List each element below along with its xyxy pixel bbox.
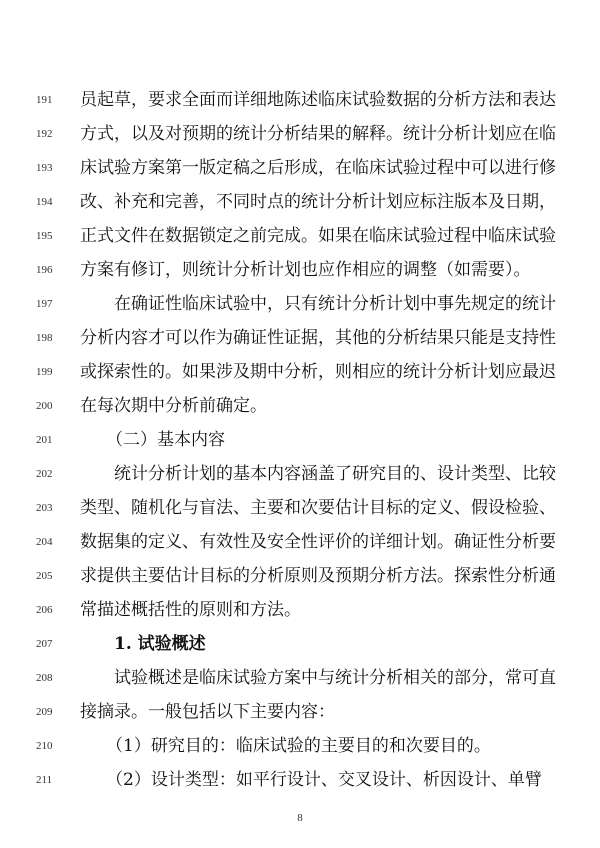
line-text: 方案有修订，则统计分析计划也应作相应的调整（如需要）。 — [80, 260, 531, 280]
line-number: 195 — [36, 230, 53, 242]
line-text: 改、补充和完善，不同时点的统计分析计划应标注版本及日期， — [80, 192, 556, 212]
section-heading — [0, 426, 600, 454]
line-number: 205 — [36, 570, 53, 582]
line-number: 198 — [36, 332, 53, 344]
text-line — [0, 698, 600, 726]
line-number: 209 — [36, 706, 53, 718]
line-number: 191 — [36, 94, 53, 106]
line-text: 试验概述是临床试验方案中与统计分析相关的部分，常可直 — [114, 668, 556, 688]
text-line — [0, 596, 600, 624]
line-text: 常描述概括性的原则和方法。 — [80, 600, 301, 620]
text-line — [0, 222, 600, 250]
text-line — [0, 664, 600, 692]
line-text: 统计分析计划的基本内容涵盖了研究目的、设计类型、比较 — [114, 464, 556, 484]
line-text: 在确证性临床试验中，只有统计分析计划中事先规定的统计 — [114, 294, 556, 314]
line-number: 210 — [36, 740, 53, 752]
text-line — [0, 528, 600, 556]
text-line — [0, 86, 600, 114]
text-line — [0, 766, 600, 794]
text-line — [0, 494, 600, 522]
text-line — [0, 256, 600, 284]
text-line — [0, 392, 600, 420]
text-line — [0, 562, 600, 590]
text-line — [0, 460, 600, 488]
text-line — [0, 290, 600, 318]
line-text: （2）设计类型：如平行设计、交叉设计、析因设计、单臂 — [106, 770, 542, 790]
line-text: 接摘录。一般包括以下主要内容： — [80, 702, 335, 722]
line-number: 193 — [36, 162, 53, 174]
text-line — [0, 324, 600, 352]
subsection-heading — [0, 630, 600, 658]
line-text: 或探索性的。如果涉及期中分析，则相应的统计分析计划应最迟 — [80, 362, 556, 382]
line-text: 分析内容才可以作为确证性证据，其他的分析结果只能是支持性 — [80, 328, 556, 348]
line-text: 正式文件在数据锁定之前完成。如果在临床试验过程中临床试验 — [80, 226, 556, 246]
line-number: 196 — [36, 264, 53, 276]
line-number: 201 — [36, 434, 53, 446]
line-number: 197 — [36, 298, 53, 310]
line-text: 类型、随机化与盲法、主要和次要估计目标的定义、假设检验、 — [80, 498, 556, 518]
line-text: 床试验方案第一版定稿之后形成，在临床试验过程中可以进行修 — [80, 158, 556, 178]
text-line — [0, 358, 600, 386]
text-line — [0, 188, 600, 216]
text-line — [0, 120, 600, 148]
line-number: 204 — [36, 536, 53, 548]
line-number: 206 — [36, 604, 53, 616]
line-text: 方式，以及对预期的统计分析结果的解释。统计分析计划应在临 — [80, 124, 556, 144]
line-number: 199 — [36, 366, 53, 378]
line-text: 求提供主要估计目标的分析原则及预期分析方法。探索性分析通 — [80, 566, 556, 586]
line-number: 211 — [36, 774, 53, 786]
line-text: 员起草，要求全面而详细地陈述临床试验数据的分析方法和表达 — [80, 90, 556, 110]
line-text: （1）研究目的：临床试验的主要目的和次要目的。 — [106, 736, 491, 756]
line-number: 202 — [36, 468, 53, 480]
text-line — [0, 154, 600, 182]
line-number: 192 — [36, 128, 53, 140]
line-text: 数据集的定义、有效性及安全性评价的详细计划。确证性分析要 — [80, 532, 556, 552]
line-number: 203 — [36, 502, 53, 514]
line-number: 207 — [36, 638, 53, 650]
line-number: 208 — [36, 672, 53, 684]
section-heading-text: （二）基本内容 — [106, 430, 225, 450]
line-number: 194 — [36, 196, 53, 208]
page-number: 8 — [297, 812, 303, 824]
line-text: 在每次期中分析前确定。 — [80, 396, 267, 416]
subsection-heading-text: 1. 试验概述 — [114, 634, 206, 654]
line-number: 200 — [36, 400, 53, 412]
text-line — [0, 732, 600, 760]
